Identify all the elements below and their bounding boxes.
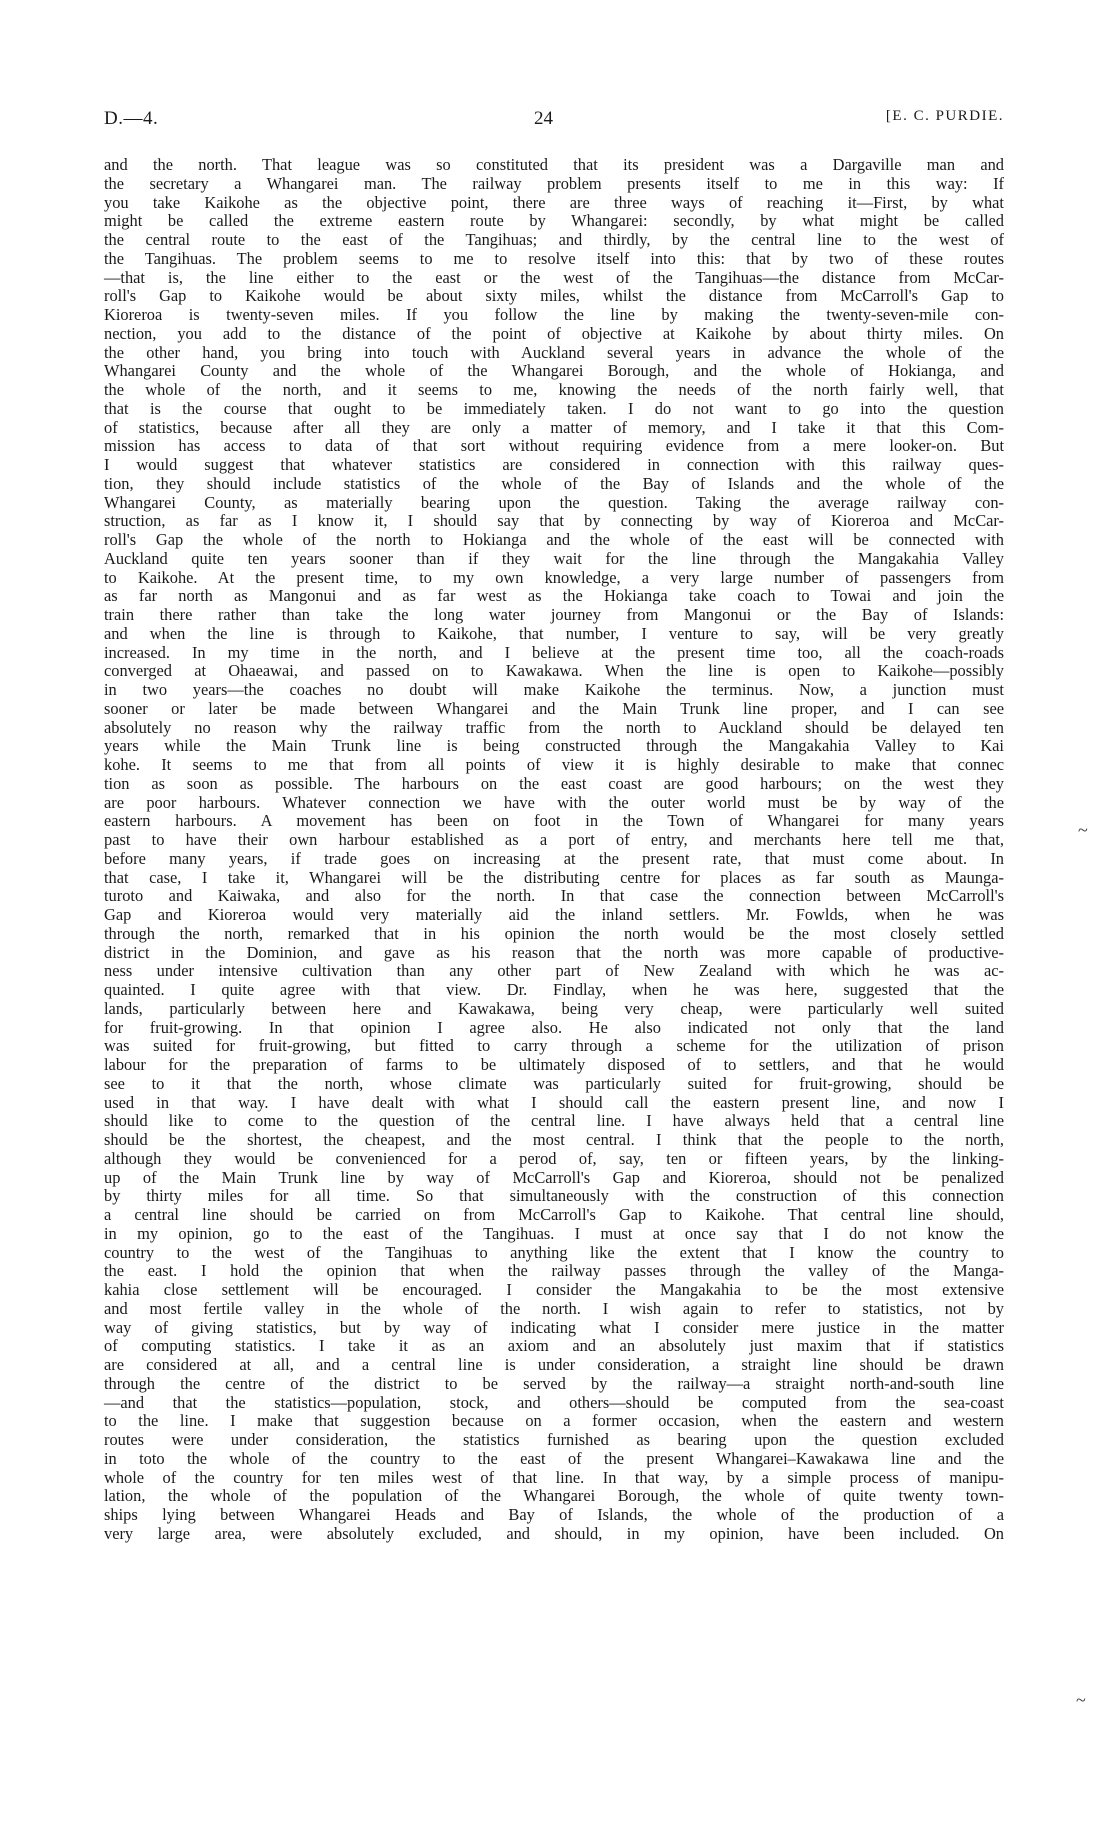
document-reference: D.—4.	[104, 108, 159, 129]
text-line: through the centre of the district to be served by the railway—a straight north-and-south line	[104, 1373, 1004, 1393]
text-line: you take Kaikohe as the objective point, there are three ways of reaching it—First, by what	[104, 192, 1004, 212]
text-line: was suited for fruit-growing, but fitted to carry through a scheme for the utilization of prison	[104, 1036, 1004, 1056]
text-line: absolutely no reason why the railway traffic from the north to Auckland should be delayed ten	[104, 717, 1004, 737]
text-line: of statistics, because after all they are only a matter of memory, and I take it that this Com-	[104, 417, 1004, 437]
text-line: past to have their own harbour established as a port of entry, and merchants here tell me that,	[104, 830, 1004, 849]
text-line: sooner or later be made between Whangarei and the Main Trunk line proper, and I can see	[104, 698, 1004, 718]
text-line: in two years—the coaches no doubt will make Kaikohe the terminus. Now, a junction must	[104, 680, 1004, 699]
text-line: although they would be convenienced for a perod of, say, ten or fifteen years, by the linking-	[104, 1148, 1004, 1168]
text-line: lands, particularly between here and Kawakawa, being very cheap, were particularly well suited	[104, 998, 1004, 1018]
margin-mark: ~	[1078, 820, 1088, 840]
text-line: converged at Ohaeawai, and passed on to Kawakawa. When the line is open to Kaikohe—possibly	[104, 661, 1004, 681]
text-line: labour for the preparation of farms to be ultimately disposed of to settlers, and that he would	[104, 1055, 1004, 1074]
text-line: in my opinion, go to the east of the Tangihuas. I must at once say that I do not know the	[104, 1223, 1004, 1243]
text-line: struction, as far as I know it, I should say that by connecting by way of Kioreroa and McCar-	[104, 511, 1004, 531]
text-line: the secretary a Whangarei man. The railway problem presents itself to me in this way: If	[104, 173, 1004, 193]
text-line: should like to come to the question of the central line. I have always held that a central line	[104, 1111, 1004, 1131]
text-line: lation, the whole of the population of the Whangarei Borough, the whole of quite twenty town-	[104, 1486, 1004, 1506]
text-line: and when the line is through to Kaikohe, that number, I venture to say, will be very greatly	[104, 623, 1004, 643]
text-line: should be the shortest, the cheapest, and the most central. I think that the people to the north,	[104, 1130, 1004, 1149]
page-header	[104, 108, 1004, 138]
text-line: through the north, remarked that in his opinion the north would be the most closely settled	[104, 923, 1004, 943]
text-line: see to it that the north, whose climate was particularly suited for fruit-growing, should be	[104, 1073, 1004, 1093]
text-line: roll's Gap the whole of the north to Hokianga and the whole of the east will be connected with	[104, 530, 1004, 549]
text-line: the whole of the north, and it seems to me, knowing the needs of the north fairly well, that	[104, 380, 1004, 399]
text-line: used in that way. I have dealt with what I should call the eastern present line, and now I	[104, 1092, 1004, 1112]
text-line: as far north as Mangonui and as far west as the Hokianga take coach to Towai and join the	[104, 586, 1004, 606]
text-line: —and that the statistics—population, stock, and others—should be computed from the sea-coast	[104, 1392, 1004, 1412]
text-line: to Kaikohe. At the present time, to my own knowledge, a very large number of passengers from	[104, 567, 1004, 587]
text-line: increased. In my time in the north, and I believe at the present time too, all the coach-roads	[104, 642, 1004, 662]
text-line: that case, I take it, Whangarei will be the distributing centre for places as far south as Maunga-	[104, 867, 1004, 887]
text-line: are considered at all, and a central line is under consideration, a straight line should be drawn	[104, 1355, 1004, 1374]
text-line: the central route to the east of the Tangihuas; and thirdly, by the central line to the west of	[104, 230, 1004, 249]
text-line: might be called the extreme eastern route by Whangarei: secondly, by what might be called	[104, 211, 1004, 231]
text-line: before many years, if trade goes on increasing at the present rate, that must come about. In	[104, 848, 1004, 868]
text-line: train there rather than take the long water journey from Mangonui or the Bay of Islands:	[104, 605, 1004, 624]
text-line: the east. I hold the opinion that when the railway passes through the valley of the Manga-	[104, 1261, 1004, 1281]
text-line: for fruit-growing. In that opinion I agree also. He also indicated not only that the land	[104, 1017, 1004, 1037]
text-line: routes were under consideration, the statistics furnished as bearing upon the question excluded	[104, 1430, 1004, 1449]
text-line: way of giving statistics, but by way of indicating what I consider mere justice in the matter	[104, 1317, 1004, 1337]
text-line: Auckland quite ten years sooner than if they wait for the line through the Mangakahia Valley	[104, 548, 1004, 568]
text-line: of computing statistics. I take it as an axiom and an absolutely just maxim that if statistics	[104, 1336, 1004, 1356]
text-line: to the line. I make that suggestion because on a former occasion, when the eastern and western	[104, 1411, 1004, 1431]
text-line: whole of the country for ten miles west of that line. In that way, by a simple process of manipu-	[104, 1467, 1004, 1487]
text-line: and the north. That league was so constituted that its president was a Dargaville man and	[104, 155, 1004, 174]
text-line: and most fertile valley in the whole of the north. I wish again to refer to statistics, not by	[104, 1298, 1004, 1318]
body-text	[104, 156, 1004, 1544]
text-line: are poor harbours. Whatever connection we have with the outer world must be by way of the	[104, 792, 1004, 812]
text-line: Gap and Kioreroa would very materially aid the inland settlers. Mr. Fowlds, when he was	[104, 905, 1004, 924]
text-line: —that is, the line either to the east or the west of the Tangihuas—the distance from McCar-	[104, 267, 1004, 287]
text-line: the Tangihuas. The problem seems to me to resolve itself into this: that by two of these routes	[104, 248, 1004, 268]
text-line: Whangarei County, as materially bearing upon the question. Taking the average railway con-	[104, 492, 1004, 512]
text-line: by thirty miles for all time. So that simultaneously with the construction of this connection	[104, 1186, 1004, 1206]
text-line: country to the west of the Tangihuas to anything like the extent that I know the country to	[104, 1242, 1004, 1262]
text-line: quainted. I quite agree with that view. Dr. Findlay, when he was here, suggested that the	[104, 980, 1004, 999]
text-line: that is the course that ought to be immediately taken. I do not want to go into the question	[104, 398, 1004, 418]
text-line: nection, you add to the distance of the point of objective at Kaikohe by about thirty miles. On	[104, 323, 1004, 343]
witness-name: [E. C. PURDIE.	[885, 108, 1004, 124]
text-line: Whangarei County and the whole of the Whangarei Borough, and the whole of Hokianga, and	[104, 361, 1004, 381]
text-line: I would suggest that whatever statistics are considered in connection with this railway ques-	[104, 455, 1004, 474]
text-line: ness under intensive cultivation than any other part of New Zealand with which he was ac-	[104, 961, 1004, 981]
text-line: tion as soon as possible. The harbours on the east coast are good harbours; on the west they	[104, 773, 1004, 793]
text-line: ships lying between Whangarei Heads and Bay of Islands, the whole of the production of a	[104, 1505, 1004, 1524]
text-line: in toto the whole of the country to the east of the present Whangarei–Kawakawa line and the	[104, 1448, 1004, 1468]
text-line: mission has access to data of that sort without requiring evidence from a mere looker-on. But	[104, 436, 1004, 456]
text-line: eastern harbours. A movement has been on foot in the Town of Whangarei for many years	[104, 811, 1004, 831]
text-line: tion, they should include statistics of the whole of the Bay of Islands and the whole of the	[104, 473, 1004, 493]
text-line: Kioreroa is twenty-seven miles. If you follow the line by making the twenty-seven-mile con-	[104, 305, 1004, 324]
margin-mark: ~	[1076, 1690, 1086, 1710]
text-line: a central line should be carried on from McCarroll's Gap to Kaikohe. That central line should,	[104, 1205, 1004, 1224]
text-line: district in the Dominion, and gave as his reason that the north was more capable of productive-	[104, 942, 1004, 962]
text-line: roll's Gap to Kaikohe would be about sixty miles, whilst the distance from McCarroll's Gap to	[104, 286, 1004, 306]
text-line: kahia close settlement will be encouraged. I consider the Mangakahia to be the most extensive	[104, 1280, 1004, 1299]
page-number: 24	[534, 108, 553, 129]
text-line: years while the Main Trunk line is being constructed through the Mangakahia Valley to Kai	[104, 736, 1004, 756]
text-line: up of the Main Trunk line by way of McCarroll's Gap and Kioreroa, should not be penalized	[104, 1167, 1004, 1187]
text-line: turoto and Kaiwaka, and also for the north. In that case the connection between McCarroll's	[104, 886, 1004, 906]
text-line: the other hand, you bring into touch with Auckland several years in advance the whole of the	[104, 342, 1004, 362]
text-line: very large area, were absolutely excluded, and should, in my opinion, have been included. On	[104, 1523, 1004, 1543]
text-line: kohe. It seems to me that from all points of view it is highly desirable to make that connec	[104, 755, 1004, 774]
